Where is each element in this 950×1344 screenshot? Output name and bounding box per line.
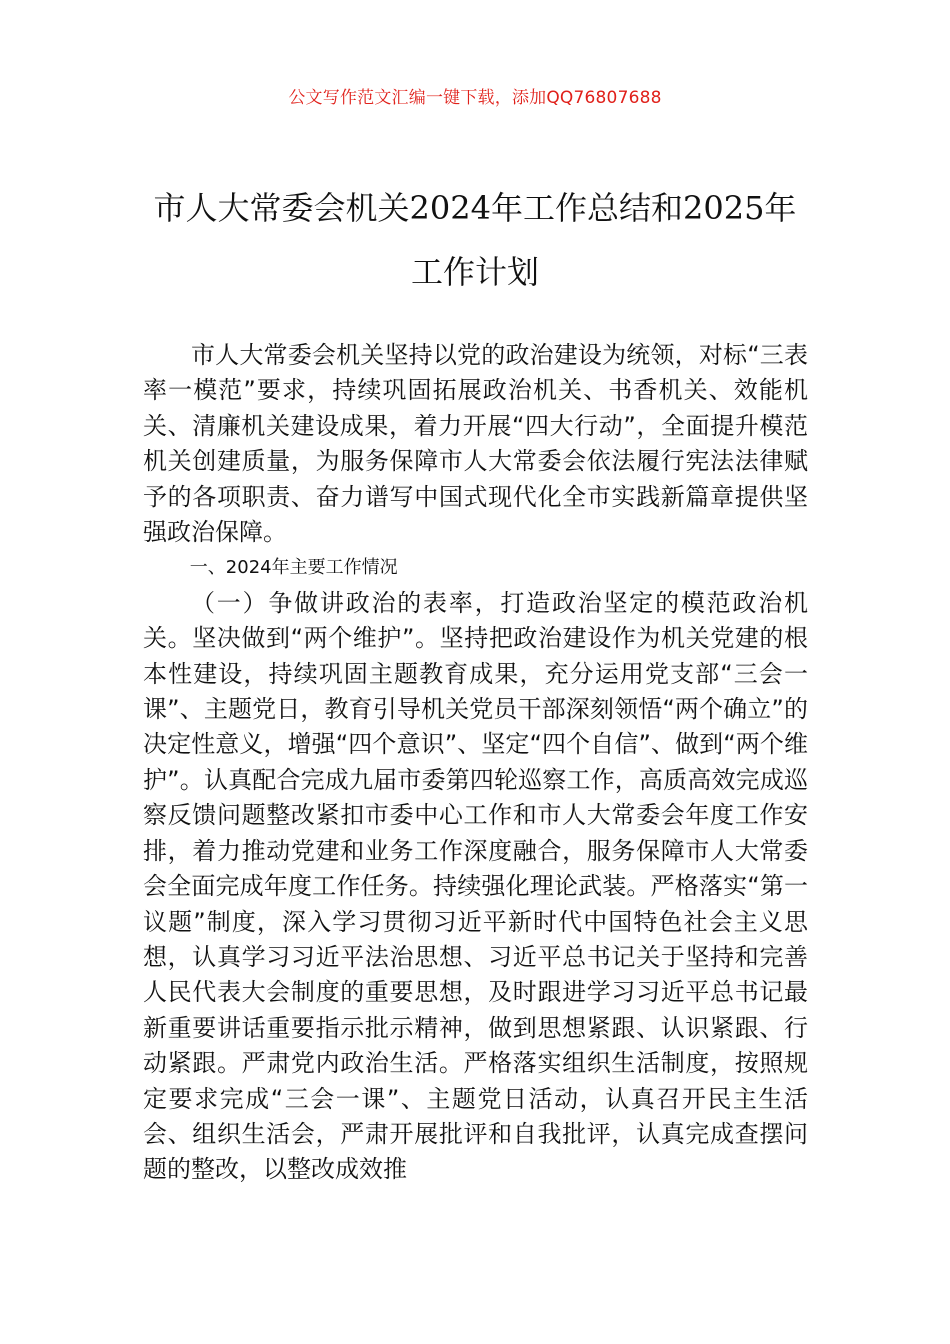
document-body [143,338,808,1188]
section-heading-2024-work: 一、2024年主要工作情况 [189,557,398,579]
document-title: 市人大常委会机关2024年工作总结和2025年工作计划 [153,189,797,291]
download-promo-note: 公文写作范文汇编一键下载，添加QQ76807688 [288,88,662,108]
intro-paragraph: 市人大常委会机关坚持以党的政治建设为统领，对标“三表率一模范”要求，持续巩固拓展政治机关、书香机关、效能机关、清廉机关建设成果，着力开展“四大行动”，全面提升模范机关创建质量，为服务保障市人大常委会依法履行宪法法律赋予的各项职责、奋力谱写中国式现代化全市实践新篇章提供坚强政治保障。 [143,341,808,547]
subsection-paragraph-political: （一）争做讲政治的表率，打造政治坚定的模范政治机关。坚决做到“两个维护”。坚持把政治建设作为机关党建的根本性建设，持续巩固主题教育成果，充分运用党支部“三会一课”、主题党日，教育引导机关党员干部深刻领悟“两个确立”的决定性意义，增强“四个意识”、坚定“四个自信”、做到“两个维护”。认真配合完成九届市委第四轮巡察工作，高质高效完成巡察反馈问题整改紧扣市委中心工作和市人大常委会年度工作安排，着力推动党建和业务工作深度融合，服务保障市人大常委会全面完成年度工作任务。持续强化理论武装。严格落实“第一议题”制度，深入学习贯彻习近平新时代中国特色社会主义思想，认真学习习近平法治思想、习近平总书记关于坚持和完善人民代表大会制度的重要思想，及时跟进学习习近平总书记最新重要讲话重要指示批示精神，做到思想紧跟、认识紧跟、行动紧跟。严肃党内政治生活。严格落实组织生活制度，按照规定要求完成“三会一课”、主题党日活动，认真召开民主生活会、组织生活会，严肃开展批评和自我批评，认真完成查摆问题的整改，以整改成效推 [143,588,808,1184]
